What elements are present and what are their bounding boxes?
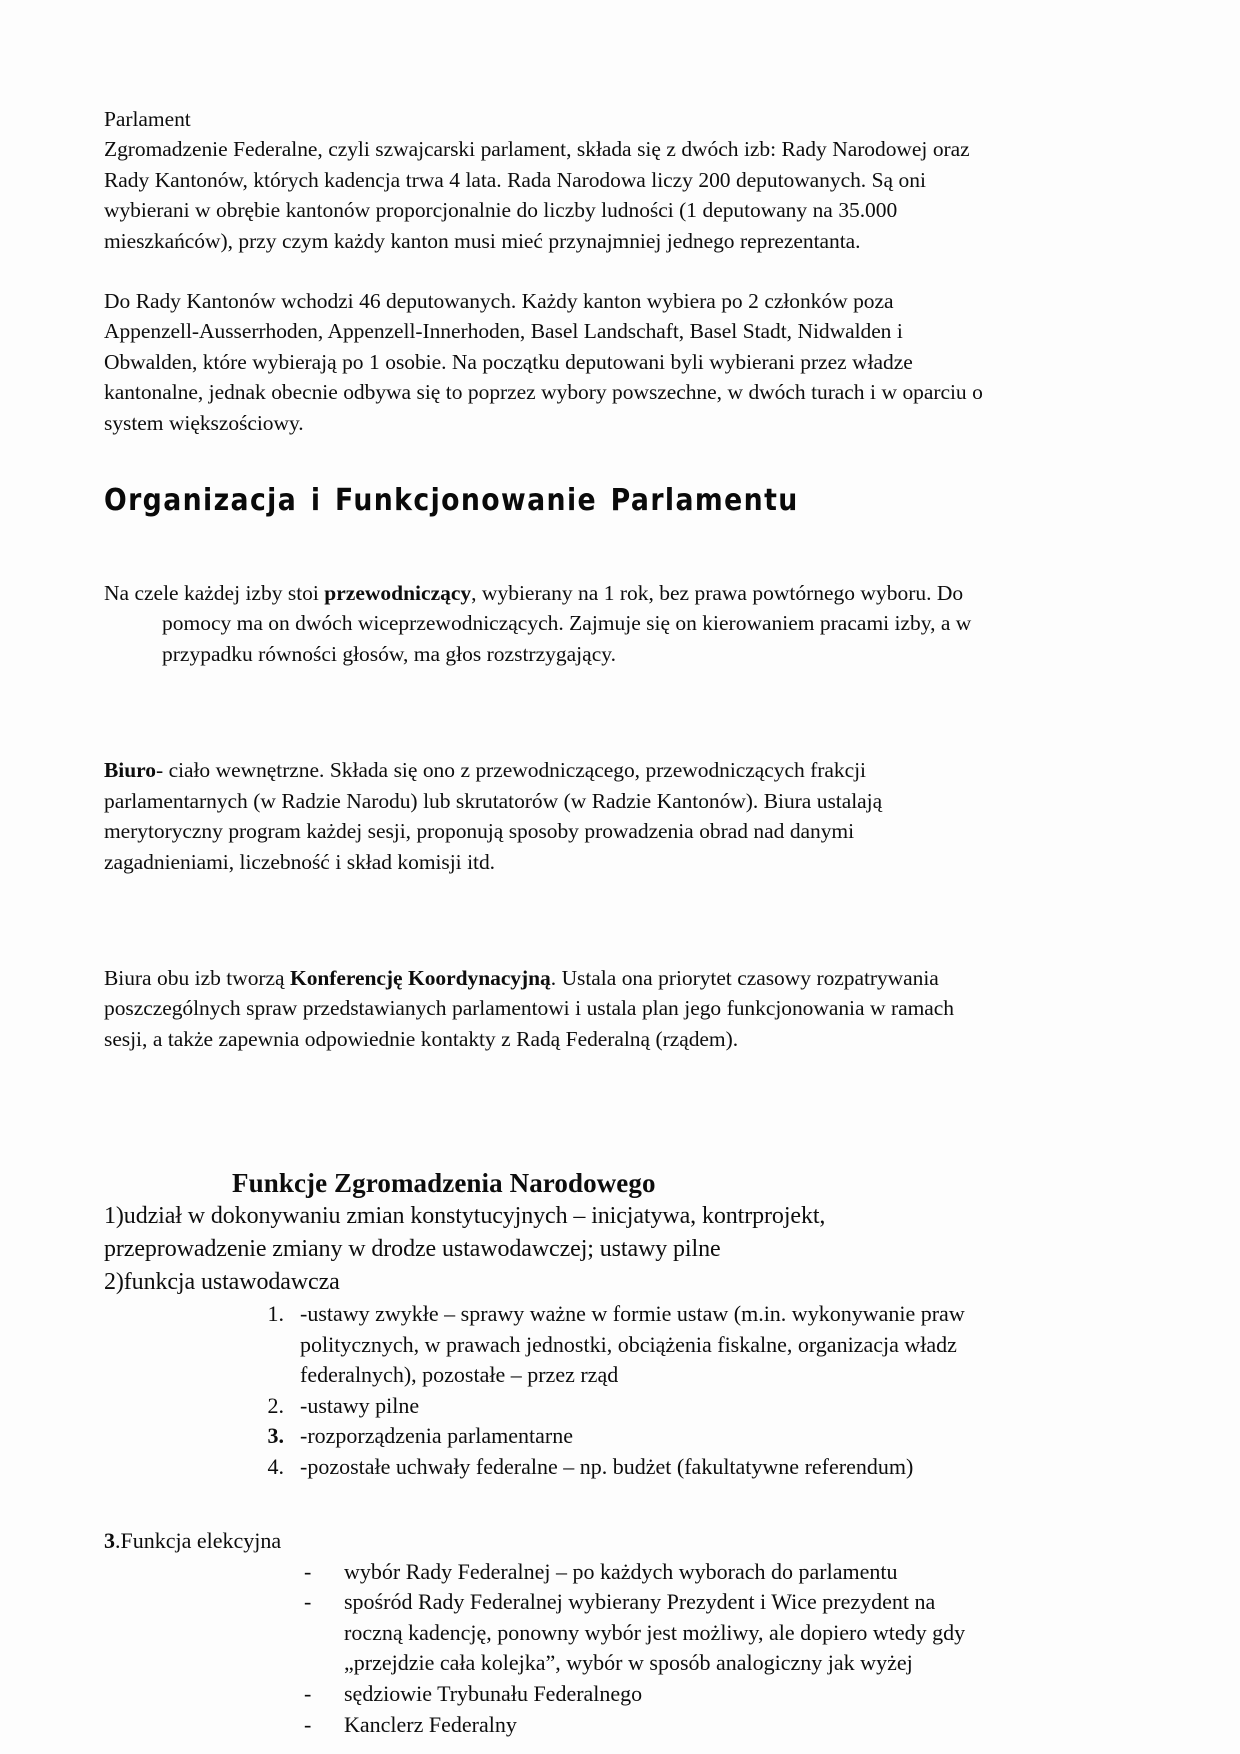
chairman-bold-term: przewodniczący (324, 581, 472, 606)
list-item-text: -ustawy zwykłe – sprawy ważne w formie ustaw (m.in. wykonywanie praw politycznych, w prawach jednostki, obciążenia fiskalne, organizacja władz federalnych), pozostałe – przez rząd (300, 1301, 965, 1388)
paragraph-konferencja (104, 963, 984, 1054)
spacer (104, 669, 984, 755)
list-item-text: -pozostałe uchwały federalne – np. budżet (fakultatywne referendum) (300, 1453, 914, 1479)
funkcja-elekcyjna-heading (104, 1526, 984, 1557)
list-item-text: wybór Rady Federalnej – po każdych wyborach do parlamentu (344, 1558, 898, 1584)
spacer (104, 1482, 984, 1526)
document-content (104, 104, 984, 1740)
konferencja-bold-term: Konferencję Koordynacyjną (290, 965, 551, 990)
list-item-dash: - (304, 1558, 312, 1584)
paragraph-council-of-states: Do Rady Kantonów wchodzi 46 deputowanych. Każdy kanton wybiera po 2 członków poza Appenzell-Ausserrhoden, Appenzell-Innerhoden, Basel Landschaft, Basel Stadt, Nidwalden i Obwalden, które wybierają po 1 osobie. Na początku deputowani byli wybierani przez władze kantonalne, jednak obecnie odbywa się to poprzez wybory powszechne, w dwóch turach i w oparciu o system większościowy. (104, 289, 983, 435)
list-item (104, 1299, 984, 1391)
list-item (104, 1421, 984, 1452)
list-item-text: sędziowie Trybunału Federalnego (344, 1681, 643, 1706)
list-item-dash: - (304, 1589, 312, 1615)
konferencja-text-before: Biura obu izb tworzą (104, 965, 291, 990)
funkcje-item-2: 2)funkcja ustawodawcza (104, 1269, 340, 1296)
funkcje-item-1: 1)udział w dokonywaniu zmian konstytucyjnych – inicjatywa, kontrprojekt, przeprowadzenie zmiany w drodze ustawodawczej; ustawy pilne (104, 1203, 826, 1263)
spacer (104, 1054, 984, 1166)
funkcja-elekcyjna-label: .Funkcja elekcyjna (115, 1528, 282, 1554)
list-item-text: -rozporządzenia parlamentarne (300, 1423, 573, 1449)
document-title-line: Parlament (104, 107, 191, 131)
list-item-number: 2. (267, 1392, 284, 1418)
list-item (104, 1557, 984, 1588)
section-heading-organizacja: Organizacja i Funkcjonowanie Parlamentu (104, 483, 799, 518)
spacer (104, 516, 984, 578)
paragraph-biuro (104, 755, 984, 877)
section-heading-funkcje: Funkcje Zgromadzenia Narodowego (232, 1168, 656, 1199)
list-item-dash: - (304, 1711, 312, 1737)
spacer (104, 256, 984, 286)
list-item-dash: - (304, 1681, 312, 1706)
list-item-number: 4. (267, 1453, 284, 1479)
konferencja-text-after: . Ustala ona priorytet czasowy rozpatrywania poszczególnych spraw przedstawianych parlamentowi i ustala plan jego funkcjonowania w ramach sesji, a także zapewnia odpowiednie kontakty z Radą Federalną (rządem). (104, 965, 954, 1051)
list-item (104, 1391, 984, 1422)
paragraph-intro: Zgromadzenie Federalne, czyli szwajcarski parlament, składa się z dwóch izb: Rady Narodowej oraz Rady Kantonów, których kadencja trwa 4 lata. Rada Narodowa liczy 200 deputowanych. Są oni wybierani w obrębie kantonów proporcjonalnie do liczby ludności (1 deputowany na 35.000 mieszkańców), przy czym każdy kanton musi mieć przynajmniej jednego reprezentanta. (104, 137, 970, 253)
list-item-text: -ustawy pilne (300, 1392, 420, 1418)
spacer (104, 877, 984, 963)
list-item (104, 1587, 984, 1679)
paragraph-chairman (104, 578, 984, 669)
chairman-text-before: Na czele każdej izby stoi (104, 581, 325, 606)
list-item (104, 1710, 984, 1741)
list-item-number: 1. (267, 1301, 284, 1327)
chairman-text-after: , wybierany na 1 rok, bez prawa powtórnego wyboru. Do pomocy ma on dwóch wiceprzewodniczących. Zajmuje się on kierowaniem pracami izby, a w przypadku równości głosów, ma głos rozstrzygający. (162, 581, 972, 666)
list-item-text: Kanclerz Federalny (344, 1711, 517, 1737)
funkcja-elekcyjna-number: 3 (104, 1528, 115, 1554)
ustawodawcza-numbered-list (104, 1299, 984, 1482)
list-item-text: spośród Rady Federalnej wybierany Prezydent i Wice prezydent na roczną kadencję, ponowny wybór jest możliwy, ale dopiero wtedy gdy „przejdzie cała kolejka”, wybór w sposób analogiczny jak wyżej (344, 1589, 966, 1676)
list-item-number: 3. (267, 1423, 284, 1449)
spacer (104, 438, 984, 482)
list-item (104, 1679, 984, 1710)
funkcja-elekcyjna-dash-list (104, 1557, 984, 1741)
biuro-text-after: - ciało wewnętrzne. Składa się ono z przewodniczącego, przewodniczących frakcji parlamentarnych (w Radzie Narodu) lub skrutatorów (w Radzie Kantonów). Biura ustalają merytoryczny program każdej sesji, proponują sposoby prowadzenia obrad nad danymi zagadnieniami, liczebność i skład komisji itd. (104, 758, 883, 874)
list-item (104, 1452, 984, 1483)
biuro-bold-term: Biuro (104, 758, 156, 783)
